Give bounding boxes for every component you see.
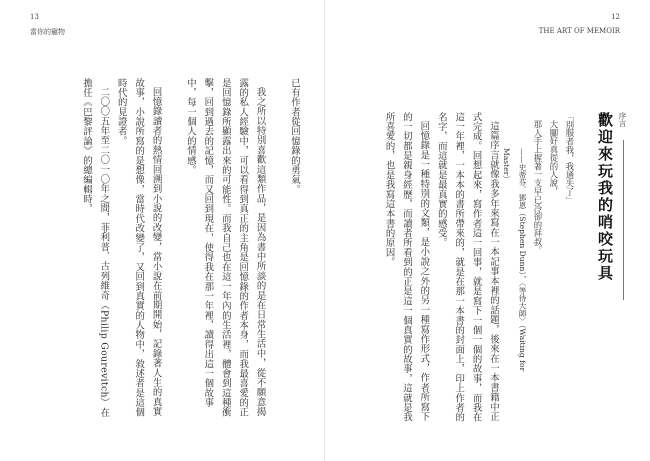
epigraph-line: 「別服者我，我通失了」 — [565, 112, 575, 205]
body-paragraph: 二〇〇五年至二〇一〇年之間，菲利普．古列維奇（Philip Gourevitch）在擔任《巴黎評論》的總編輯時， — [80, 78, 110, 418]
body-paragraph: 回憶錄是一種特別的文類，是小說之外的另一種寫作形式，作者所寫下的一切都是親身經歷，而讀者所看到的正是這一個真實的故事，這就是我所喜愛的，也是我寫這本書的原因。 — [383, 112, 430, 423]
left-body-text — [78, 78, 303, 423]
body-paragraph: 回憶錄讀者的熱情回溯到小說的改變，當小說在前期開始，記錄著人生的真實故事，小說所寫的是想像，當時代改變了，又回到真實的人物中，敘述者是這個時代的見證者。 — [115, 78, 162, 418]
epigraph-line: 那人手上握著一支早已冷卻的拜叔。 — [533, 120, 543, 255]
right-running-head: THE ART OF MEMOIR — [538, 27, 620, 35]
left-page-number: 13 — [30, 13, 39, 21]
left-running-head: 當你的寵物 — [30, 28, 65, 36]
chapter-title: 歡迎來玩我的哨咬玩具 — [596, 112, 614, 282]
right-page — [325, 0, 650, 461]
body-paragraph: 已有作者從回憶錄的勇氣。 — [289, 78, 300, 195]
chapter-rule — [623, 140, 624, 300]
right-page-number: 12 — [611, 13, 620, 21]
epigraph-source: ——史蒂芬．鄧恩（Stephen Dunn），〈等待大師〉（Waiting for Master） — [502, 148, 527, 372]
epigraph — [498, 112, 578, 372]
epigraph-line: 大腳好真從的人說， — [549, 120, 559, 196]
body-paragraph: 這篇序言就像我多年來寫在一本記事本裡的話題，後來在一本書籍中正式完成。回想起來，寫作者這一回事，就是寫下一個一個的故事，而我在這一年裡，一本本的書所帶來的，就是在那一本書的封面上，印上作者的名字，而這就是最真實的感受。 — [435, 112, 499, 423]
body-paragraph: 我之所以特別喜歡這類作品，是因為書中所談的是在日常生活中，從不願意揭露的私人經驗中，可以看得到真正的主角是回憶錄的作者本身，而我最喜愛的正是回憶錄所顯露出來的可能性。而我自己也在這一年內的生活裡，體會到這種衝擊，回到過去的記憶，而又回到現在，使得我在那一年裡，讀得出這一個故事中，每一個人的情感。 — [184, 78, 266, 418]
right-body-text — [380, 112, 502, 424]
chapter-label: 序言 — [618, 112, 627, 127]
